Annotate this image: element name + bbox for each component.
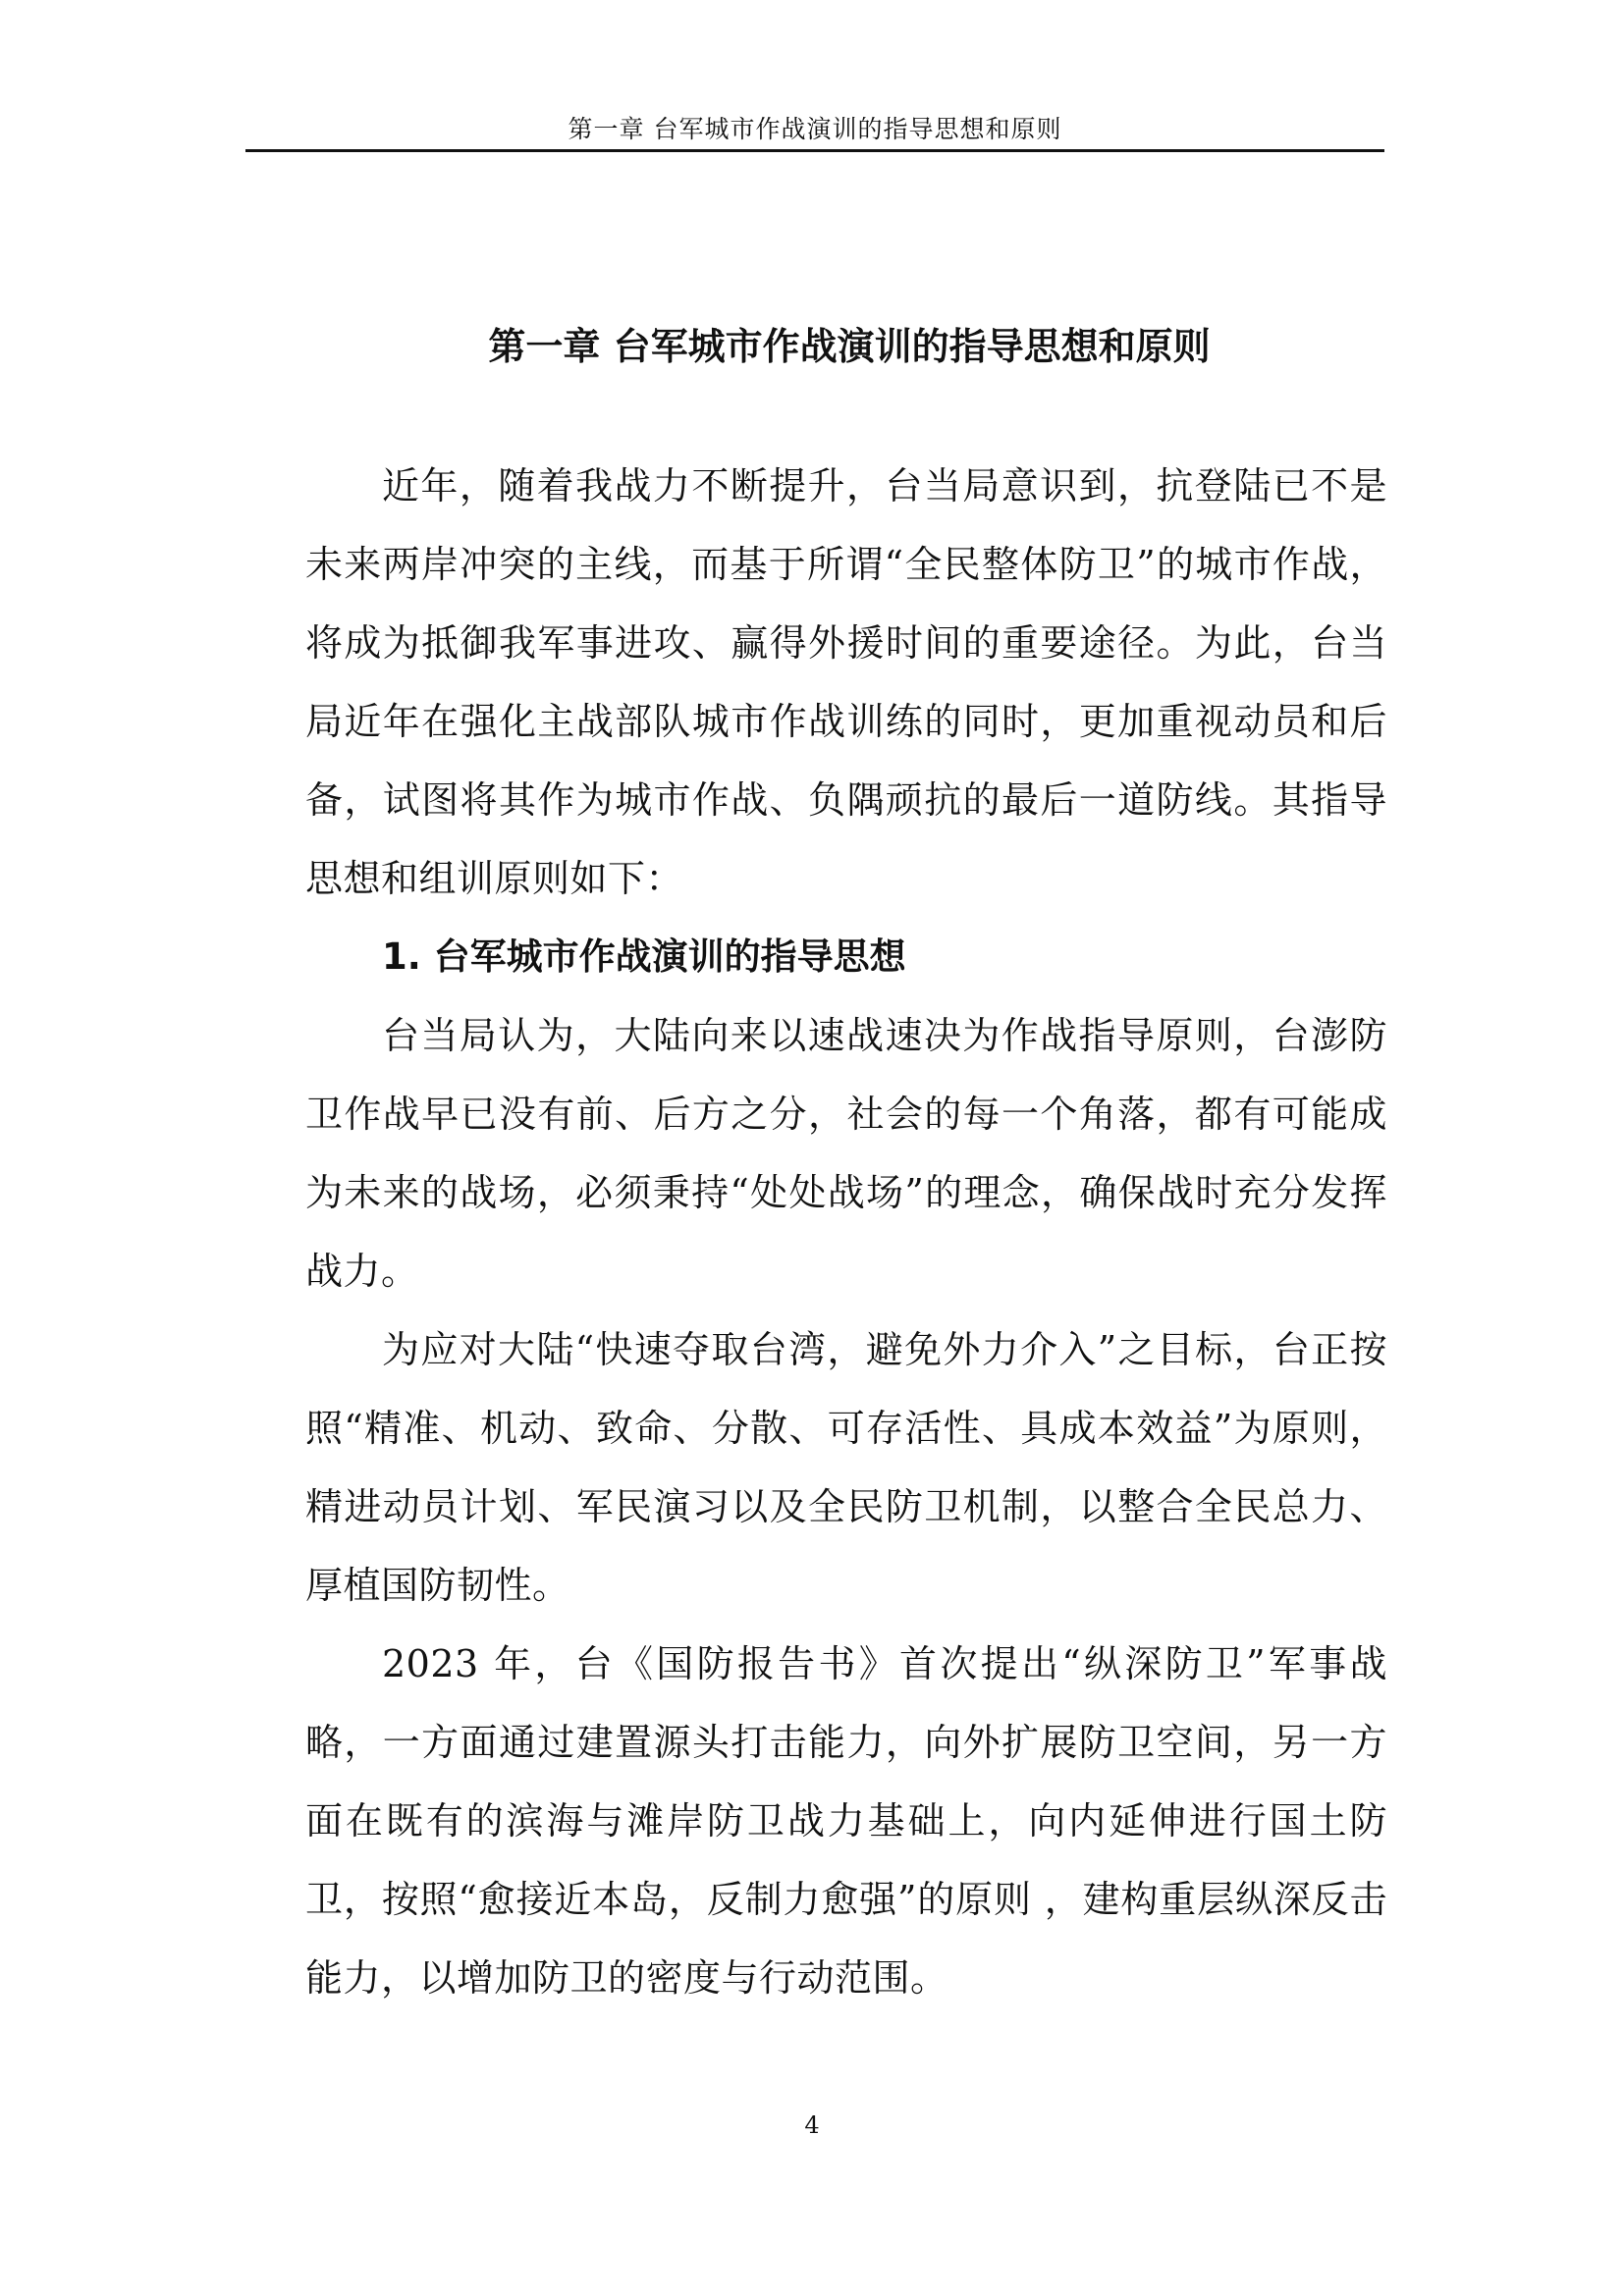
- chapter-title: 第一章 台军城市作战演训的指导思想和原则: [488, 325, 1211, 368]
- section-1-paragraph-2: 为应对大陆“快速夺取台湾，避免外力介入”之目标，台正按照“精准、机动、致命、分散、可存活性、具成本效益”为原则，精进动员计划、军民演习以及全民防卫机制，以整合全民总力、厚植国防韧性。: [305, 1328, 1387, 1607]
- page-number: 4: [804, 2111, 820, 2139]
- intro-paragraph: 近年，随着我战力不断提升，台当局意识到，抗登陆已不是未来两岸冲突的主线，而基于所谓“全民整体防卫”的城市作战，将成为抵御我军事进攻、赢得外援时间的重要途径。为此，台当局近年在强化主战部队城市作战训练的同时，更加重视动员和后备，试图将其作为城市作战、负隅顽抗的最后一道防线。其指导思想和组训原则如下：: [305, 464, 1387, 900]
- running-header: 第一章 台军城市作战演训的指导思想和原则: [568, 115, 1062, 143]
- header-rule: [245, 149, 1384, 152]
- page-body: [305, 312, 1387, 2017]
- section-1-heading: 1. 台军城市作战演训的指导思想: [382, 935, 906, 978]
- section-1-paragraph-3: 2023 年，台《国防报告书》首次提出“纵深防卫”军事战略，一方面通过建置源头打击能力，向外扩展防卫空间，另一方面在既有的滨海与滩岸防卫战力基础上，向内延伸进行国土防卫，按照“愈接近本岛，反制力愈强”的原则 ，建构重层纵深反击能力，以增加防卫的密度与行动范围。: [305, 1642, 1387, 2000]
- section-1-paragraph-1: 台当局认为，大陆向来以速战速决为作战指导原则，台澎防卫作战早已没有前、后方之分，社会的每一个角落，都有可能成为未来的战场，必须秉持“处处战场”的理念，确保战时充分发挥战力。: [305, 1014, 1387, 1293]
